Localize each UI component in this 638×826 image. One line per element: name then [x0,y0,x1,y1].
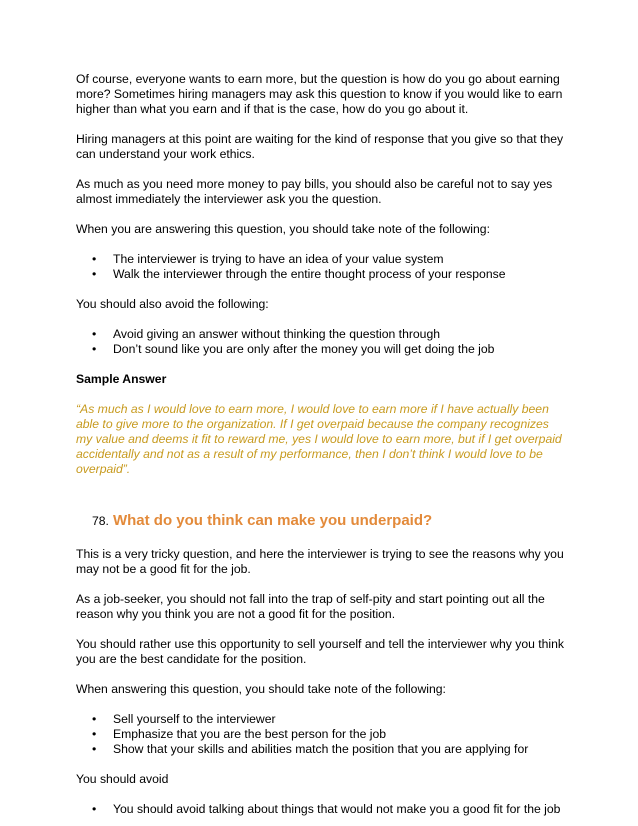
bullet-list [76,327,568,357]
paragraph: This is a very tricky question, and here the interviewer is trying to see the reasons why you may not be a good fit for the job. [76,547,564,576]
bullet-list [76,252,568,282]
paragraph: You should also avoid the following: [76,297,269,311]
paragraph: As much as you need more money to pay bills, you should also be careful not to say yes almost immediately the interviewer ask you the question. [76,177,553,206]
question-title: What do you think can make you underpaid? [112,512,433,529]
sample-answer-heading: Sample Answer [76,372,167,386]
bullet-list [76,802,568,817]
paragraph: When you are answering this question, you should take note of the following: [76,222,490,236]
list-item: • You should avoid talking about things that would not make you a good fit for the job [113,802,568,817]
list-item: • Don’t sound like you are only after the money you will get doing the job [113,342,568,357]
paragraph: Hiring managers at this point are waiting for the kind of response that you give so that they can understand your work ethics. [76,132,564,161]
bullet-list [76,712,568,757]
paragraph: You should rather use this opportunity to sell yourself and tell the interviewer why you think you are the best candidate for the position. [76,637,564,666]
paragraph: When answering this question, you should take note of the following: [76,682,446,696]
list-item: • The interviewer is trying to have an idea of your value system [113,252,568,267]
list-item: • Emphasize that you are the best person for the job [113,727,568,742]
paragraph: Of course, everyone wants to earn more, but the question is how do you go about earning more? Sometimes hiring managers may ask this question to know if you would like to earn higher than what you earn and if that is the case, how do you go about it. [76,72,563,116]
list-item: • Sell yourself to the interviewer [113,712,568,727]
list-item: • Show that your skills and abilities match the position that you are applying for [113,742,568,757]
list-item: • Walk the interviewer through the entire thought process of your response [113,267,568,282]
paragraph: You should avoid [76,772,169,786]
sample-answer-text: “As much as I would love to earn more, I would love to earn more if I have actually been able to give more to the organization. If I get overpaid because the company recognizes my value and deems it fit to reward me, yes I would love to earn more, but if I get overpaid accidentally and not as a result of my performance, then I don’t think I would love to be overpaid”. [76,402,562,476]
question-heading [92,513,568,529]
question-number: 78. [92,514,109,528]
list-item: • Avoid giving an answer without thinking the question through [113,327,568,342]
paragraph: As a job-seeker, you should not fall into the trap of self-pity and start pointing out all the reason why you think you are not a good fit for the position. [76,592,545,621]
